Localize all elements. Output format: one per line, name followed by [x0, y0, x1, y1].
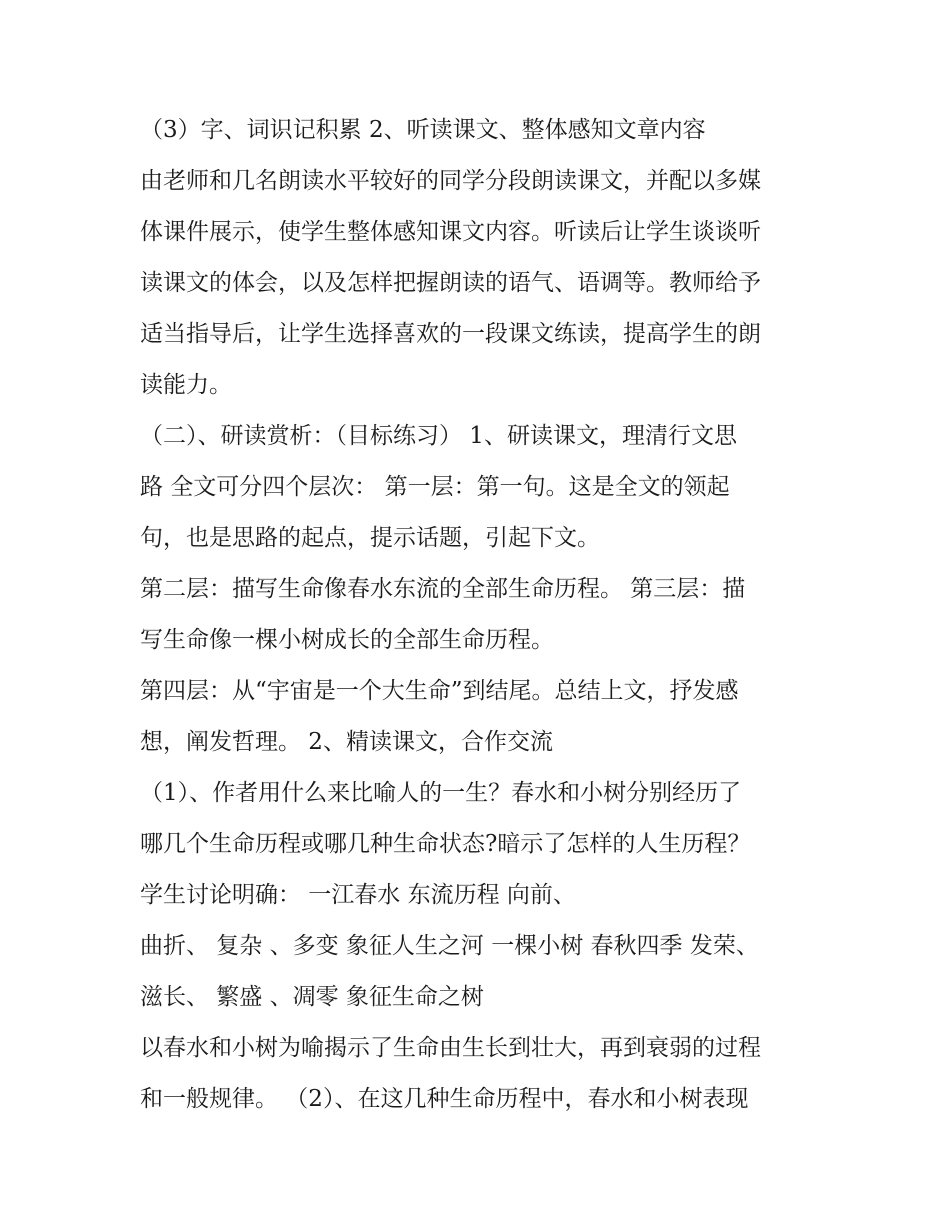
text-line: 第四层：从“宇宙是一个大生命”到结尾。总结上文，抒发感 [140, 678, 739, 704]
text-line: 以春水和小树为喻揭示了生命由生长到壮大，再到衰弱的过程 [140, 1035, 761, 1061]
text-line: 和一般规律。 （2）、在这几种生命历程中，春水和小树表现 [140, 1086, 749, 1112]
text-line: 哪几个生命历程或哪几种生命状态?暗示了怎样的人生历程？ [140, 831, 751, 857]
text-line: 曲折、 复杂 、多变 象征人生之河 一棵小树 春秋四季 发荣、 [140, 933, 759, 959]
text-line: 适当指导后，让学生选择喜欢的一段课文练读，提高学生的朗 [140, 321, 761, 347]
text-line: 读能力。 [140, 372, 232, 398]
text-line: （二）、研读赏析：（目标练习） 1、研读课文，理清行文思 [140, 423, 737, 449]
text-line: 路 全文可分四个层次： 第一层：第一句。这是全文的领起 [140, 474, 730, 500]
text-line: 读课文的体会，以及怎样把握朗读的语气、语调等。教师给予 [140, 270, 761, 296]
text-line: 想，阐发哲理。 2、精读课文，合作交流 [140, 729, 553, 755]
text-line: 体课件展示，使学生整体感知课文内容。听读后让学生谈谈听 [140, 219, 761, 245]
text-line: 滋长、 繁盛 、凋零 象征生命之树 [140, 984, 484, 1010]
text-line: 第二层：描写生命像春水东流的全部生命历程。 第三层：描 [140, 576, 746, 602]
text-line: （1）、作者用什么来比喻人的一生？春水和小树分别经历了 [140, 780, 742, 806]
text-line: 学生讨论明确： 一江春水 东流历程 向前、 [140, 882, 576, 908]
text-line: 由老师和几名朗读水平较好的同学分段朗读课文，并配以多媒 [140, 168, 761, 194]
text-line: 句，也是思路的起点，提示话题，引起下文。 [140, 525, 600, 551]
text-line: 写生命像一棵小树成长的全部生命历程。 [140, 627, 554, 653]
document-body [140, 108, 830, 1128]
text-line: （3）字、词识记积累 2、听读课文、整体感知文章内容 [140, 117, 706, 143]
